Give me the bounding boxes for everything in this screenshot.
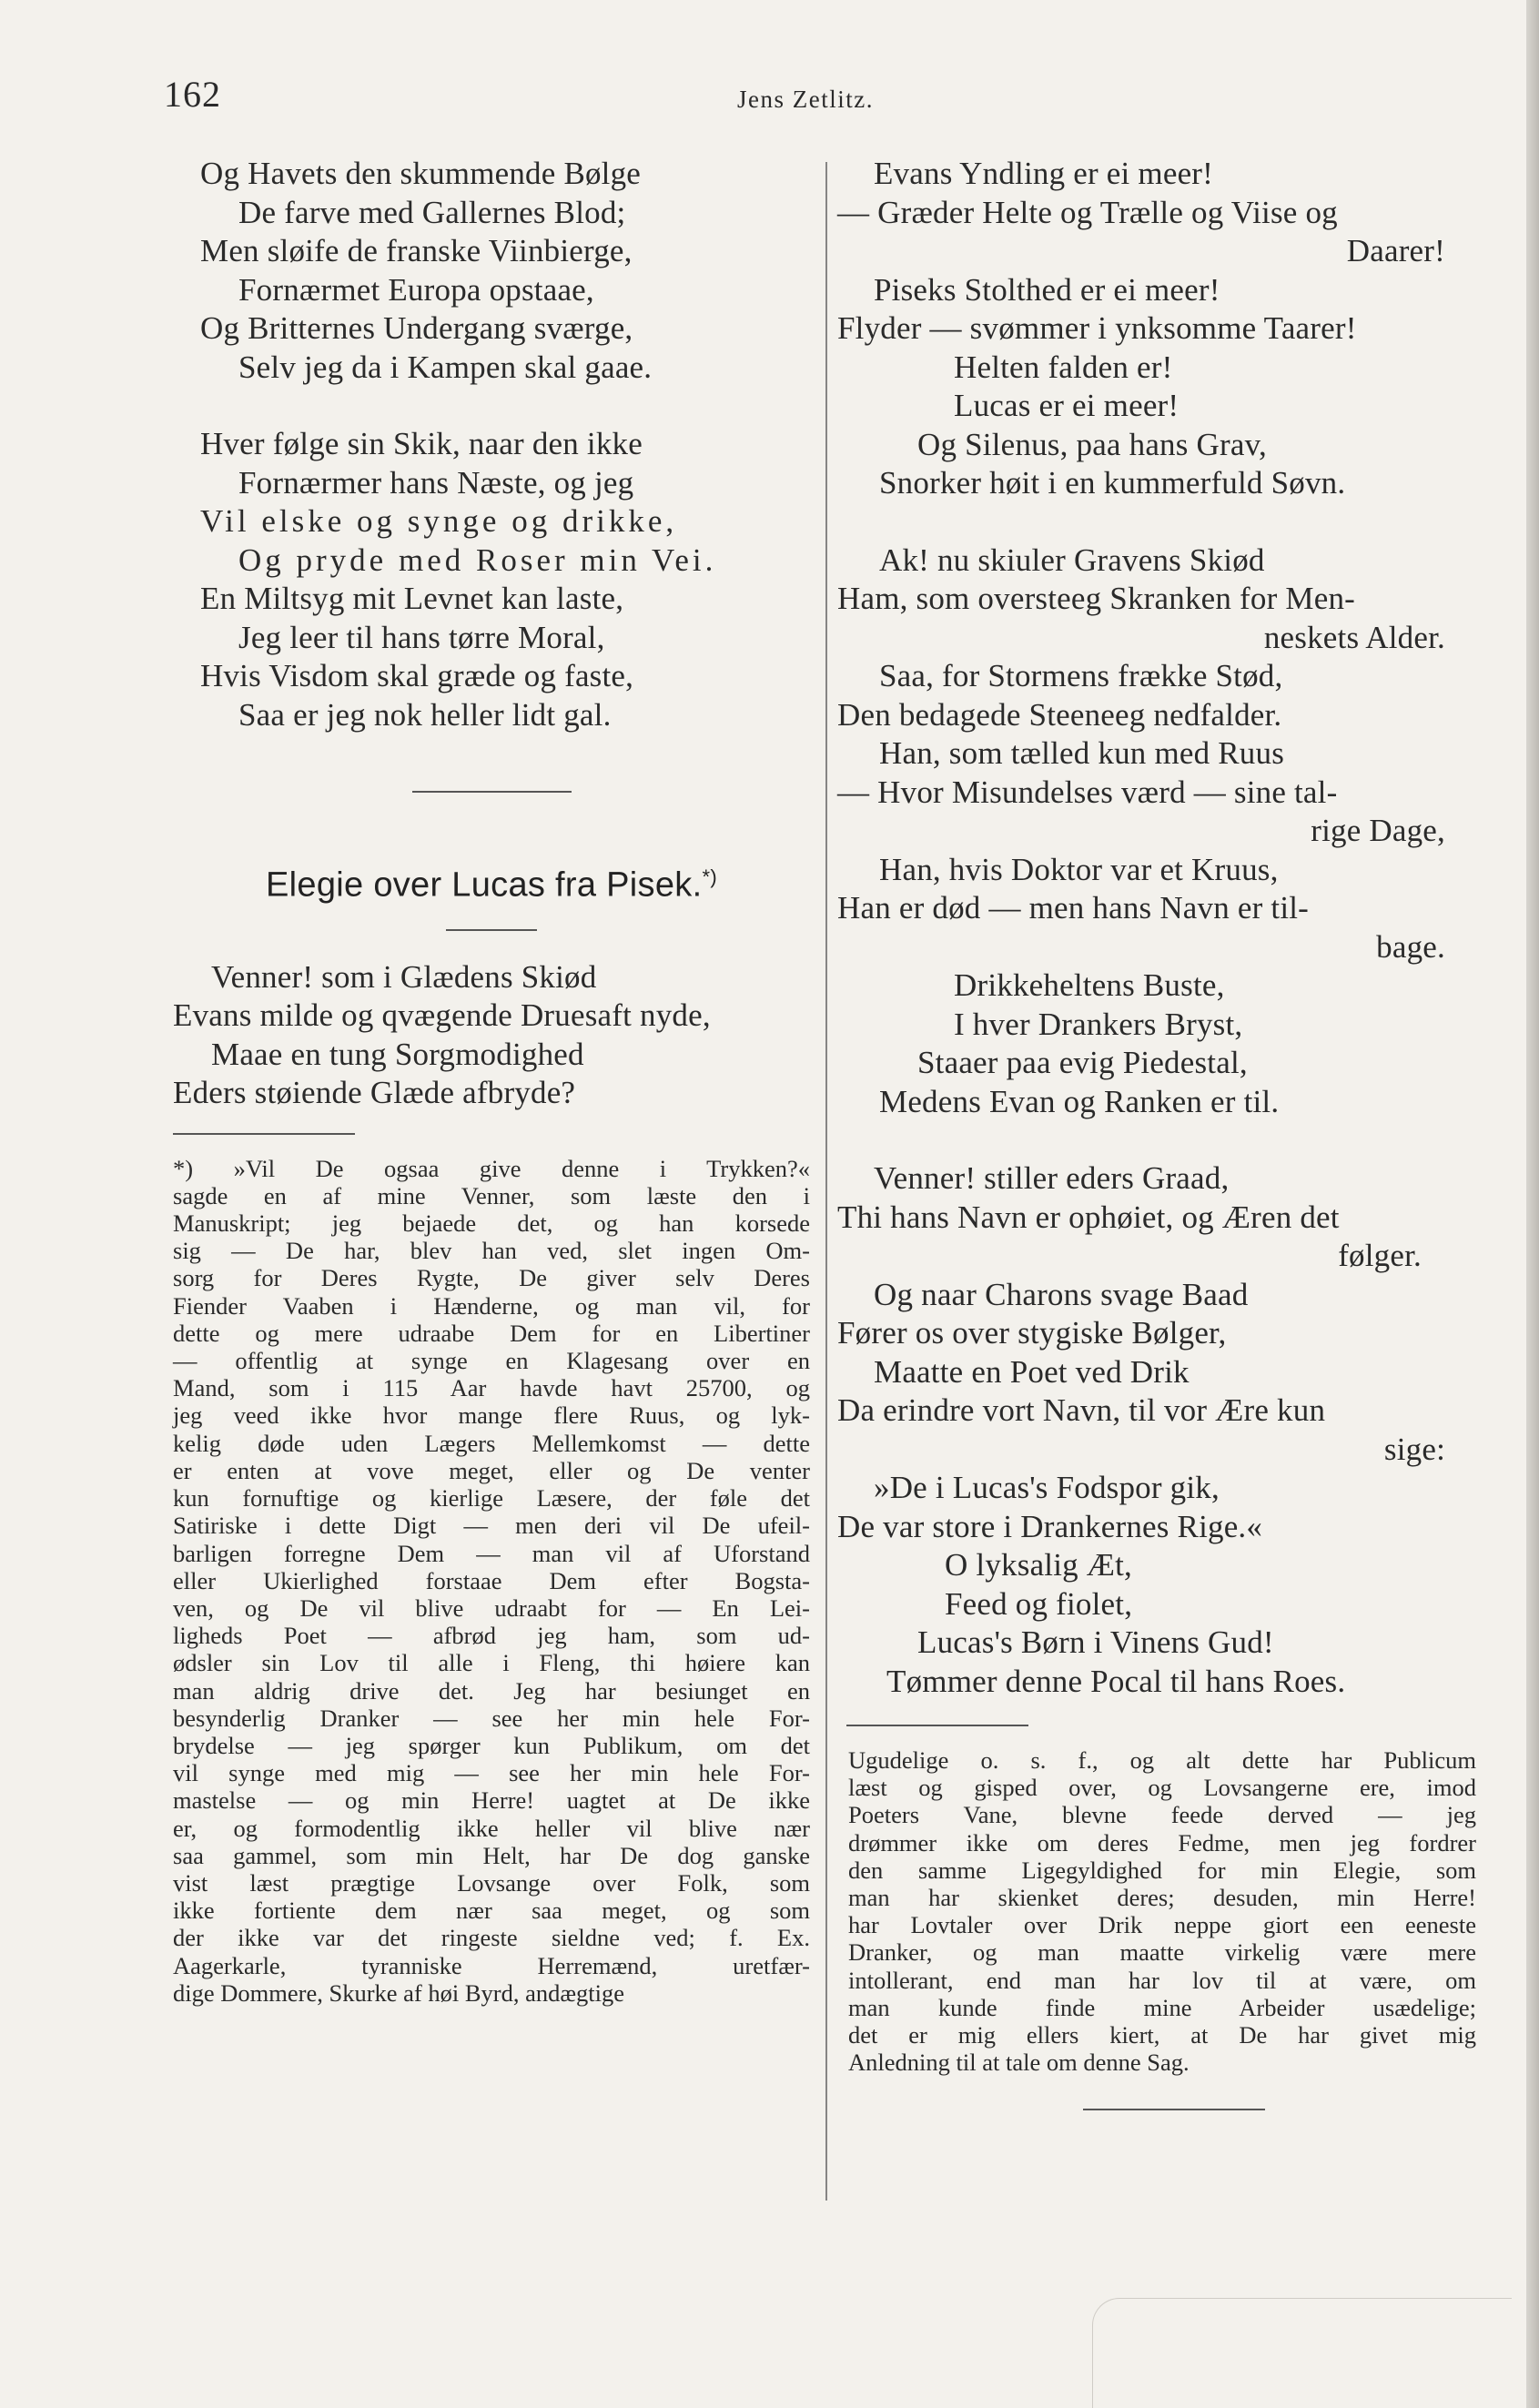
- verse-line: Feed og fiolet,: [945, 1585, 1133, 1622]
- poem-stanza: [837, 1159, 1493, 1701]
- verse-line: Og Havets den skummende Bølge: [200, 156, 642, 191]
- footnote-line: *) »Vil De ogsaa give denne i Trykken?«: [173, 1154, 810, 1182]
- footnote-line: ligheds Poet — afbrød jeg ham, som ud-: [173, 1622, 810, 1650]
- footnote-line: jeg veed ikke hvor mange flere Ruus, og lyk-: [173, 1401, 810, 1430]
- verse-line: Men sløife de franske Viinbierge,: [200, 233, 633, 268]
- verse-line: Og naar Charons svage Baad: [874, 1276, 1249, 1312]
- verse-line: Og pryde med Roser min Vei.: [238, 541, 717, 578]
- footnote-line: eller Ukierlighed forstaae Dem efter Bogsta-: [173, 1566, 810, 1594]
- footnote-line: Dranker, og man maatte virkelig være mere: [848, 1938, 1476, 1967]
- footnote-line: man har skienket deres; desuden, min Herre!: [848, 1884, 1476, 1912]
- poem-stanza: [173, 425, 810, 734]
- footnote-line: saa gammel, som min Helt, har De dog ganske: [173, 1841, 810, 1869]
- footnote-line: man aldrig drive det. Jeg har besiunget en: [173, 1676, 810, 1705]
- verse-line: Tømmer denne Pocal til hans Roes.: [886, 1663, 1346, 1699]
- footnote-line: Manuskript; jeg bejaede det, og han korsede: [173, 1209, 810, 1238]
- verse-line: Lucas's Børn i Vinens Gud!: [917, 1624, 1274, 1660]
- column-divider: [825, 162, 827, 2201]
- verse-line: Den bedagede Steeneeg nedfalder.: [837, 696, 1282, 733]
- verse-line: Drikkeheltens Buste,: [954, 967, 1225, 1003]
- footnote-line: man kunde finde mine Arbeider usædelige;: [848, 1993, 1476, 2021]
- verse-line: Han, hvis Doktor var et Kruus,: [879, 851, 1279, 887]
- verse-line: Fører os over stygiske Bølger,: [837, 1315, 1227, 1351]
- footnote-line: har Lovtaler over Drik neppe giort een eeneste: [848, 1911, 1476, 1939]
- verse-line: Og Silenus, paa hans Grav,: [917, 426, 1267, 462]
- footnote-line: Mand, som i 115 Aar havde havt 25700, og: [173, 1374, 810, 1402]
- footnote-line: Satiriske i dette Digt — men deri vil De ufeil-: [173, 1512, 810, 1540]
- verse-line: Evans Yndling er ei meer!: [874, 156, 1214, 191]
- verse-line: Ham, som oversteeg Skranken for Men-: [837, 581, 1355, 616]
- footnote-line: sig — De har, blev han ved, slet ingen Om-: [173, 1237, 810, 1265]
- verse-line: Thi hans Navn er ophøiet, og Æren det: [837, 1199, 1340, 1235]
- footnote-line: er enten at vove meget, eller og De venter: [173, 1456, 810, 1484]
- verse-line: følger.: [1338, 1238, 1422, 1273]
- footnote-line: Anledning til at tale om denne Sag.: [848, 2049, 1190, 2077]
- footnote-line: vist læst prægtige Lovsange over Folk, som: [173, 1868, 810, 1897]
- verse-line: Hver følge sin Skik, naar den ikke: [200, 426, 643, 461]
- verse-line: Medens Evan og Ranken er til.: [879, 1083, 1280, 1119]
- footnote-line: dige Dommere, Skurke af høi Byrd, andægtige: [173, 1978, 625, 2007]
- left-column: [173, 155, 810, 2007]
- verse-line: Fornærmer hans Næste, og jeg: [238, 464, 634, 501]
- verse-line: Evans milde og qvægende Druesaft nyde,: [173, 997, 711, 1034]
- footnote-line: ødsler sin Lov til alle i Fleng, thi høiere kan: [173, 1649, 810, 1677]
- verse-line: Maatte en Poet ved Drik: [874, 1353, 1190, 1390]
- verse-line: Jeg leer til hans tørre Moral,: [238, 619, 605, 655]
- verse-line: Daarer!: [1346, 233, 1445, 268]
- verse-line: Fornærmet Europa opstaae,: [238, 271, 594, 308]
- verse-line: Da erindre vort Navn, til vor Ære kun: [837, 1392, 1326, 1428]
- footnote-line: ikke fortiente dem nær saa meget, og som: [173, 1897, 810, 1925]
- footnote-line: Poeters Vane, blevne feede derved — jeg: [848, 1801, 1476, 1829]
- page-header: [164, 73, 1465, 127]
- footnote: [173, 1155, 810, 2007]
- verse-line: Eders støiende Glæde afbryde?: [173, 1075, 576, 1111]
- verse-line: Staaer paa evig Piedestal,: [917, 1045, 1248, 1080]
- verse-line: Han, som tælled kun med Ruus: [879, 735, 1285, 771]
- footnote-line: kelig døde uden Lægers Mellemkomst — dette: [173, 1429, 810, 1457]
- verse-line: Flyder — svømmer i ynksomme Taarer!: [837, 310, 1357, 346]
- footnote-line: ven, og De vil blive udraabt for — En Lei-: [173, 1594, 810, 1622]
- verse-line: Selv jeg da i Kampen skal gaae.: [238, 349, 653, 385]
- verse-line: sige:: [1383, 1431, 1445, 1467]
- right-column: [837, 155, 1493, 2110]
- running-head: Jens Zetlitz.: [737, 86, 874, 113]
- footnote-line: — offentlig at synge en Klagesang over en: [173, 1347, 810, 1375]
- poem-title: Elegie over Lucas fra Pisek.*): [266, 865, 717, 905]
- verse-line: De farve med Gallernes Blod;: [238, 194, 626, 230]
- footnote-line: besynderlig Dranker — see her min hele For-: [173, 1704, 810, 1732]
- end-rule: [1083, 2109, 1265, 2110]
- verse-line: Maae en tung Sorgmodighed: [211, 1036, 584, 1072]
- verse-line: Venner! stiller eders Graad,: [874, 1160, 1230, 1196]
- footnote-line: sagde en af mine Venner, som læste den i: [173, 1181, 810, 1209]
- verse-line: Han er død — men hans Navn er til-: [837, 890, 1310, 926]
- poem-stanza: [173, 958, 810, 1113]
- verse-line: Ak! nu skiuler Gravens Skiød: [879, 541, 1265, 578]
- footnote-line: intollerant, end man har lov til at være, om: [848, 1966, 1476, 1994]
- verse-line: rige Dage,: [1311, 813, 1445, 848]
- verse-line: Saa, for Stormens frække Stød,: [879, 658, 1283, 693]
- poem-stanza: [837, 541, 1493, 1122]
- verse-line: Helten falden er!: [954, 349, 1173, 385]
- footnote-line: der ikke var det ringeste sieldne ved; f. Ex.: [173, 1924, 810, 1952]
- verse-line: Hvis Visdom skal græde og faste,: [200, 658, 634, 693]
- footnote-line: læst og gisped over, og Lovsangerne ere, imod: [848, 1774, 1476, 1802]
- page-corner-shadow: [1092, 2298, 1512, 2408]
- verse-line: Saa er jeg nok heller lidt gal.: [238, 696, 612, 733]
- footnote-line: dette og mere udraabe Dem for en Libertiner: [173, 1319, 810, 1347]
- footnote-marker: *): [702, 865, 717, 888]
- footnote-line: vil synge med mig — see her min hele For-: [173, 1759, 810, 1787]
- footnote-line: Aagerkarle, tyranniske Herremænd, uretfær-: [173, 1951, 810, 1979]
- verse-line: I hver Drankers Bryst,: [954, 1006, 1243, 1042]
- verse-line: Og Britternes Undergang sværge,: [200, 310, 633, 346]
- verse-line: Vil elske og synge og drikke,: [200, 503, 678, 539]
- footnote-continuation: [837, 1746, 1476, 2076]
- footnote-line: mastelse — og min Herre! uagtet at De ikke: [173, 1786, 810, 1815]
- verse-line: Snorker høit i en kummerfuld Søvn.: [879, 465, 1346, 501]
- footnote-line: den samme Ligegyldighed for min Elegie, som: [848, 1856, 1476, 1884]
- verse-line: »De i Lucas's Fodspor gik,: [874, 1470, 1220, 1505]
- footnote-line: Ugudelige o. s. f., og alt dette har Publicum: [848, 1746, 1476, 1774]
- verse-line: De var store i Drankernes Rige.«: [837, 1508, 1263, 1544]
- verse-line: neskets Alder.: [1263, 619, 1445, 655]
- poem-stanza: [173, 155, 810, 387]
- footnote-line: det er mig ellers kiert, at De har givet mig: [848, 2021, 1476, 2049]
- footnote-line: Fiender Vaaben i Hænderne, og man vil, for: [173, 1291, 810, 1320]
- page-edge: [1526, 0, 1539, 2408]
- footnote-line: brydelse — jeg spørger kun Publikum, om det: [173, 1731, 810, 1759]
- verse-line: — Hvor Misundelses værd — sine tal-: [837, 774, 1338, 810]
- footnote-line: barligen forregne Dem — man vil af Uforstand: [173, 1539, 810, 1567]
- verse-line: — Græder Helte og Trælle og Viise og: [837, 194, 1338, 230]
- page-number: 162: [164, 74, 221, 115]
- footnote-line: sorg for Deres Rygte, De giver selv Deres: [173, 1264, 810, 1292]
- poem-stanza: [837, 155, 1493, 503]
- verse-line: Lucas er ei meer!: [954, 388, 1180, 423]
- footnote-line: drømmer ikke om deres Fedme, men jeg fordrer: [848, 1828, 1476, 1857]
- footnote-line: kun fornuftige og kierlige Læsere, der føle det: [173, 1484, 810, 1513]
- footnote-line: er, og formodentlig ikke heller vil blive nær: [173, 1814, 810, 1842]
- verse-line: Venner! som i Glædens Skiød: [211, 958, 597, 995]
- verse-line: bage.: [1376, 928, 1445, 965]
- verse-line: O lyksalig Æt,: [945, 1547, 1132, 1583]
- verse-line: Piseks Stolthed er ei meer!: [874, 271, 1220, 308]
- verse-line: En Miltsyg mit Levnet kan laste,: [200, 581, 624, 616]
